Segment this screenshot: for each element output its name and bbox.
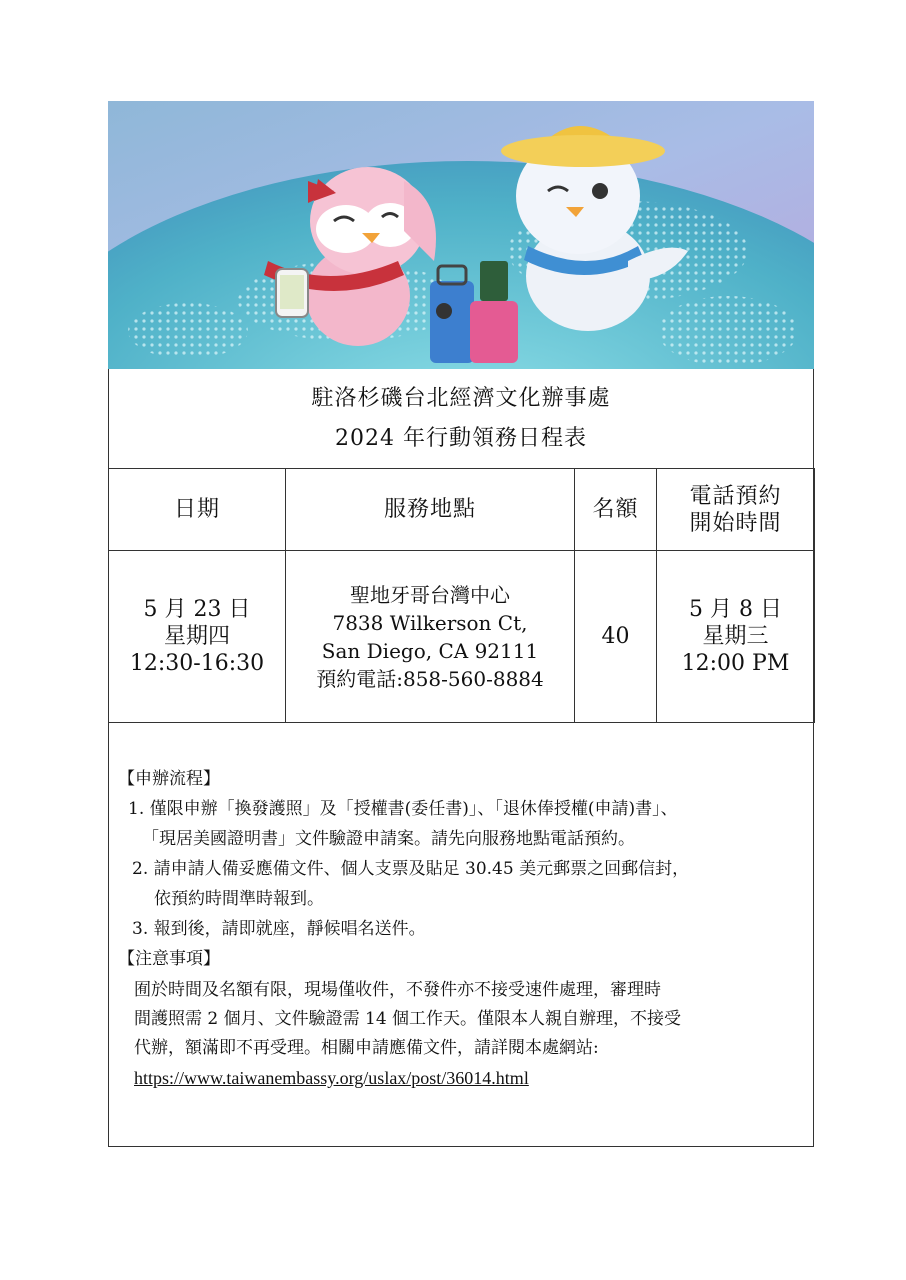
- schedule-title: 2024 年行動領務日程表: [335, 425, 587, 451]
- process-step-1: [118, 794, 808, 854]
- date-line3: 12:30-16:30: [129, 651, 265, 676]
- schedule-table: [108, 468, 815, 723]
- booking-line1: 5 月 8 日: [689, 597, 782, 622]
- office-name: 駐洛杉磯台北經濟文化辦事處: [311, 385, 611, 411]
- notice-paragraph: [118, 976, 808, 1063]
- date-line2: 星期四: [163, 624, 230, 649]
- booking-line2: 星期三: [702, 624, 769, 649]
- location-phone: 預約電話:858-560-8884: [316, 666, 544, 691]
- booking-line3: 12:00 PM: [681, 651, 790, 676]
- location-line1: 聖地牙哥台灣中心: [350, 582, 510, 607]
- location-line3: San Diego, CA 92111: [321, 638, 539, 663]
- document-title: [108, 369, 814, 469]
- process-step-2: [118, 854, 808, 914]
- process-step-3: 3. 報到後，請即就座，靜候唱名送件。: [132, 919, 426, 939]
- process-step-1-line2: 「現居美國證明書」文件驗證申請案。請先向服務地點電話預約。: [142, 829, 635, 849]
- booking-header-line2: 開始時間: [689, 510, 782, 536]
- date-line1: 5 月 23 日: [143, 597, 251, 622]
- col-header-location: 服務地點: [286, 469, 575, 551]
- notice-line1: 囿於時間及名額有限，現場僅收件，不發件亦不接受速件處理，審理時: [134, 980, 661, 1000]
- booking-time-cell: [657, 551, 815, 723]
- location-cell: [286, 551, 575, 723]
- location-line2: 7838 Wilkerson Ct,: [332, 610, 528, 635]
- notice-heading: 【注意事項】: [118, 949, 220, 969]
- process-heading: 【申辦流程】: [118, 769, 220, 789]
- mascot-birds-illustration: [108, 101, 814, 369]
- banner-illustration: [108, 101, 814, 369]
- booking-header-line1: 電話預約: [689, 483, 782, 509]
- table-header-row: [109, 469, 815, 551]
- col-header-date: 日期: [109, 469, 286, 551]
- col-header-booking-time: [657, 469, 815, 551]
- process-step-1-line1: 1. 僅限申辦「換發護照」及「授權書(委任書)」、「退休俸授權(申請)書」、: [128, 799, 678, 819]
- date-cell: [109, 551, 286, 723]
- notes-section: [118, 764, 808, 1093]
- col-header-quota: 名額: [575, 469, 657, 551]
- process-step-2-line2: 依預約時間準時報到。: [154, 889, 324, 909]
- table-row: [109, 551, 815, 723]
- quota-cell: 40: [575, 551, 657, 723]
- process-step-2-line1: 2. 請申請人備妥應備文件、個人支票及貼足 30.45 美元郵票之回郵信封，: [132, 859, 690, 879]
- website-link[interactable]: https://www.taiwanembassy.org/uslax/post/36014.html: [134, 1068, 529, 1088]
- notice-line3: 代辦，額滿即不再受理。相關申請應備文件，請詳閱本處網站:: [134, 1038, 599, 1058]
- notice-line2: 間護照需 2 個月、文件驗證需 14 個工作天。僅限本人親自辦理，不接受: [134, 1009, 682, 1029]
